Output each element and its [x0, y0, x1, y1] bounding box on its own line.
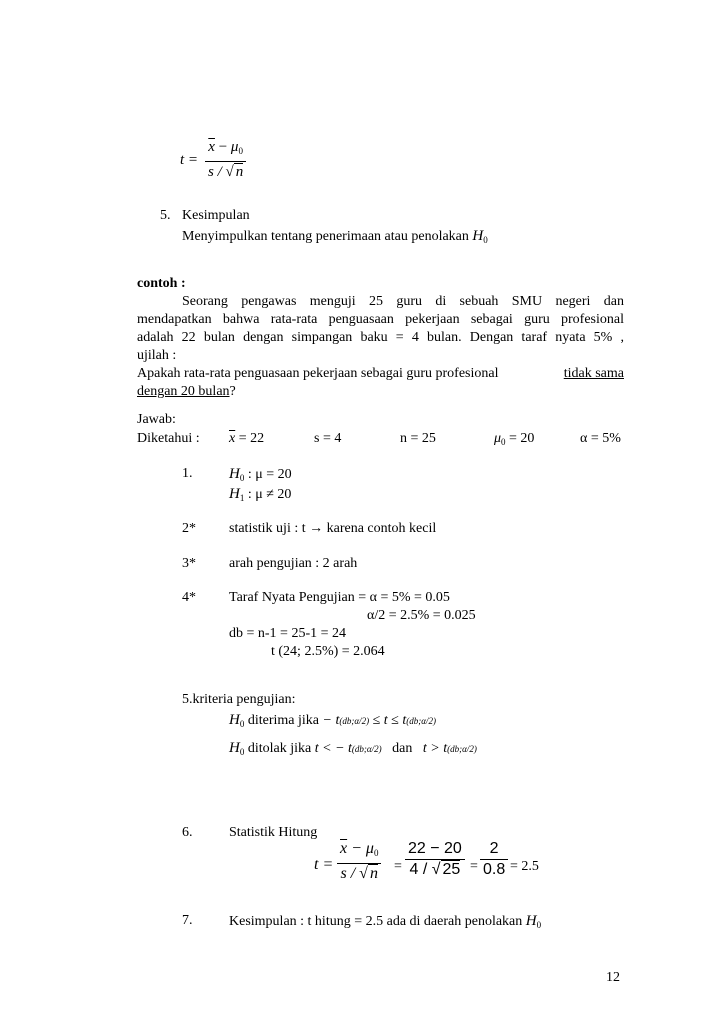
h0-sub: 0: [536, 920, 542, 930]
n: n: [369, 865, 378, 882]
contoh-label: contoh :: [137, 276, 186, 291]
reject-expr-2: t > t: [422, 741, 448, 756]
step5-criteria-title: 5.kriteria pengujian:: [182, 692, 296, 707]
question-end: ?: [229, 384, 236, 399]
dan: dan: [392, 741, 413, 756]
step5-title: Kesimpulan: [182, 208, 250, 223]
step3-num: 3*: [182, 556, 196, 571]
contoh-line-3: adalah 22 bulan dengan simpangan baku = 4 bulan. Dengan taraf nyata 5% ,: [137, 330, 624, 345]
step6-f3-den: 0.8: [483, 861, 506, 878]
given-alpha: α = 5%: [580, 431, 621, 446]
step4-num: 4*: [182, 590, 196, 605]
f2-den-a: 4 /: [409, 861, 428, 878]
h1-rest: : μ ≠ 20: [247, 487, 292, 502]
mu: μ: [230, 139, 239, 155]
jawab-label: Jawab:: [137, 412, 176, 427]
h0-symbol: H: [229, 712, 240, 728]
mu-sub: 0: [238, 146, 243, 156]
step6-num: 6.: [182, 825, 193, 840]
step7-text: [229, 913, 541, 930]
step7-num: 7.: [182, 913, 193, 928]
mu-sub: 0: [501, 437, 506, 447]
accept-criteria: [229, 712, 436, 729]
given-xbar: [229, 431, 264, 447]
minus-mu: − μ: [351, 840, 374, 857]
step6-fraction-1: [337, 840, 381, 883]
h0-hypothesis: [229, 466, 292, 483]
question-underline-1: tidak sama: [563, 366, 624, 381]
step5-desc: [182, 228, 488, 245]
h0-sub: 0: [239, 747, 245, 757]
reject-expr-1: t < − t: [314, 741, 352, 756]
h-sub: 0: [483, 235, 488, 245]
step1-num: 1.: [182, 466, 193, 481]
db-subscript-4: (db;α/2): [447, 744, 477, 754]
fraction-bar: [205, 161, 246, 162]
xbar: $\overline{x}$: [340, 840, 348, 857]
mu: μ: [494, 431, 502, 446]
question-underline-2: dengan 20 bulan: [137, 384, 230, 399]
h-symbol: H: [472, 228, 484, 244]
n: n: [235, 164, 244, 180]
step3-text: arah pengujian : 2 arah: [229, 556, 358, 571]
f2-den-b: 25: [442, 861, 461, 878]
contoh-line-4: ujilah :: [137, 348, 177, 363]
question-prefix: Apakah rata-rata penguasaan pekerjaan sebagai guru profesional: [137, 366, 499, 381]
step6-f1-den: s / √ n: [340, 865, 378, 882]
step6-fraction-2: [405, 840, 465, 879]
s: s /: [340, 865, 356, 882]
step6-result: = 2.5: [510, 859, 539, 874]
step5-num: 5.: [160, 208, 171, 223]
contoh-question-2: [137, 384, 236, 400]
step6-f2-num: 22 − 20: [408, 840, 462, 857]
step2-text: statistik uji : t → karena contoh kecil: [229, 521, 437, 536]
s: s /: [208, 164, 222, 180]
h0-sub: 0: [239, 473, 245, 483]
contoh-line-2: mendapatkan bahwa rata-rata penguasaan pekerjaan sebagai guru profesional: [137, 312, 624, 327]
mu-val: = 20: [509, 431, 535, 446]
step6-f3-num: 2: [489, 840, 499, 857]
diketahui-label: Diketahui :: [137, 431, 200, 446]
step6-lhs: t =: [314, 856, 334, 873]
xbar: $\overline{x}$: [229, 431, 236, 446]
h1-symbol: H: [229, 486, 240, 502]
reject-text: ditolak jika: [247, 741, 312, 756]
db-subscript-2: (db;α/2): [406, 716, 436, 726]
h1-sub: 1: [239, 493, 245, 503]
xbar: $\overline{x}$: [208, 139, 215, 155]
neg-t: − t: [322, 713, 340, 728]
given-n: n = 25: [400, 431, 436, 446]
step6-f2-den: 4 / √ 25: [409, 861, 461, 878]
contoh-question: [137, 366, 624, 382]
formula-top-lhs: t =: [180, 152, 199, 168]
fraction-bar: [480, 859, 508, 860]
minus: −: [218, 139, 228, 155]
step4-line3: db = n-1 = 25-1 = 24: [229, 626, 347, 641]
mu-sub: 0: [373, 848, 379, 858]
step6-eq-1: =: [394, 859, 402, 874]
formula-top-denominator: s / √ n: [208, 164, 244, 180]
h0-symbol: H: [229, 740, 240, 756]
accept-middle: ≤ t ≤ t: [372, 713, 407, 728]
xbar-val: = 22: [238, 431, 265, 446]
h0-symbol: H: [525, 913, 537, 929]
db-subscript-3: (db;α/2): [351, 744, 382, 754]
h0-sub: 0: [239, 719, 245, 729]
db-subscript: (db;α/2): [339, 716, 370, 726]
given-s: s = 4: [314, 431, 342, 446]
h0-rest: : μ = 20: [247, 467, 292, 482]
contoh-line-1: [137, 294, 624, 310]
contoh-line-1-text: Seorang pengawas menguji 25 guru di sebuah SMU negeri dan: [182, 294, 624, 309]
h0-symbol: H: [229, 466, 240, 482]
accept-text: diterima jika: [247, 713, 319, 728]
step2-num: 2*: [182, 521, 196, 536]
step4-line4: t (24; 2.5%) = 2.064: [271, 644, 385, 659]
step4-line2: α/2 = 2.5% = 0.025: [367, 608, 476, 623]
step6-eq-2: =: [470, 859, 478, 874]
step6-title: Statistik Hitung: [229, 825, 318, 840]
step6-f1-num: [337, 840, 381, 862]
step6-fraction-3: [480, 840, 508, 879]
step4-line1: Taraf Nyata Pengujian = α = 5% = 0.05: [229, 590, 450, 605]
given-mu: [494, 431, 534, 447]
page-number: 12: [606, 970, 620, 985]
formula-top-numerator: [205, 138, 246, 160]
h1-hypothesis: [229, 486, 291, 503]
reject-criteria: [229, 740, 477, 757]
step5-desc-text: Menyimpulkan tentang penerimaan atau penolakan: [182, 229, 469, 244]
formula-top-fraction: [205, 138, 246, 181]
step7-text-body: Kesimpulan : t hitung = 2.5 ada di daerah penolakan: [229, 914, 523, 929]
